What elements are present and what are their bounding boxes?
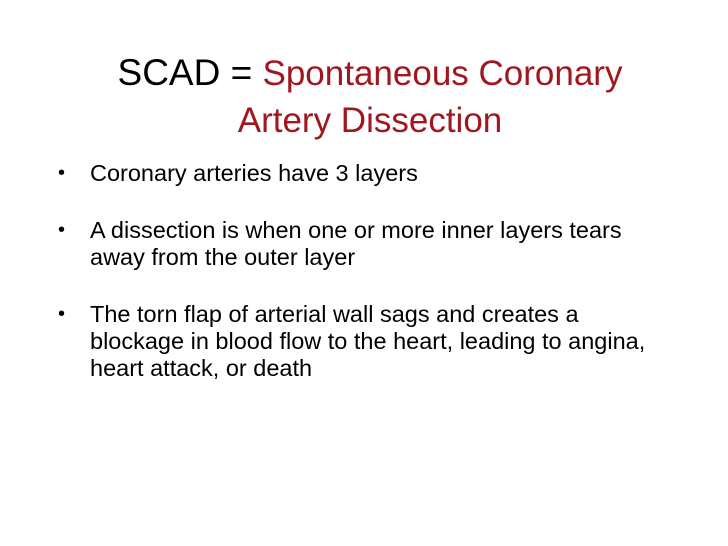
bullet-text: The torn flap of arterial wall sags and creates a blockage in blood flow to the heart, leading to angina, heart attack, or death <box>90 301 646 381</box>
bullet-text: A dissection is when one or more inner layers tears away from the outer layer <box>90 217 622 270</box>
slide-title <box>40 50 700 144</box>
bullet-dot-icon: • <box>58 303 66 325</box>
title-prefix: SCAD = <box>117 52 263 93</box>
bullet-text: Coronary arteries have 3 layers <box>90 160 418 186</box>
bullet-item <box>58 301 678 382</box>
bullet-item <box>58 217 678 271</box>
bullet-list <box>58 160 678 412</box>
title-accent-line2: Artery Dissection <box>237 101 503 140</box>
bullet-dot-icon: • <box>58 219 66 241</box>
title-accent-line1: Spontaneous Coronary <box>262 54 623 93</box>
bullet-dot-icon: • <box>58 162 66 184</box>
bullet-item <box>58 160 678 187</box>
